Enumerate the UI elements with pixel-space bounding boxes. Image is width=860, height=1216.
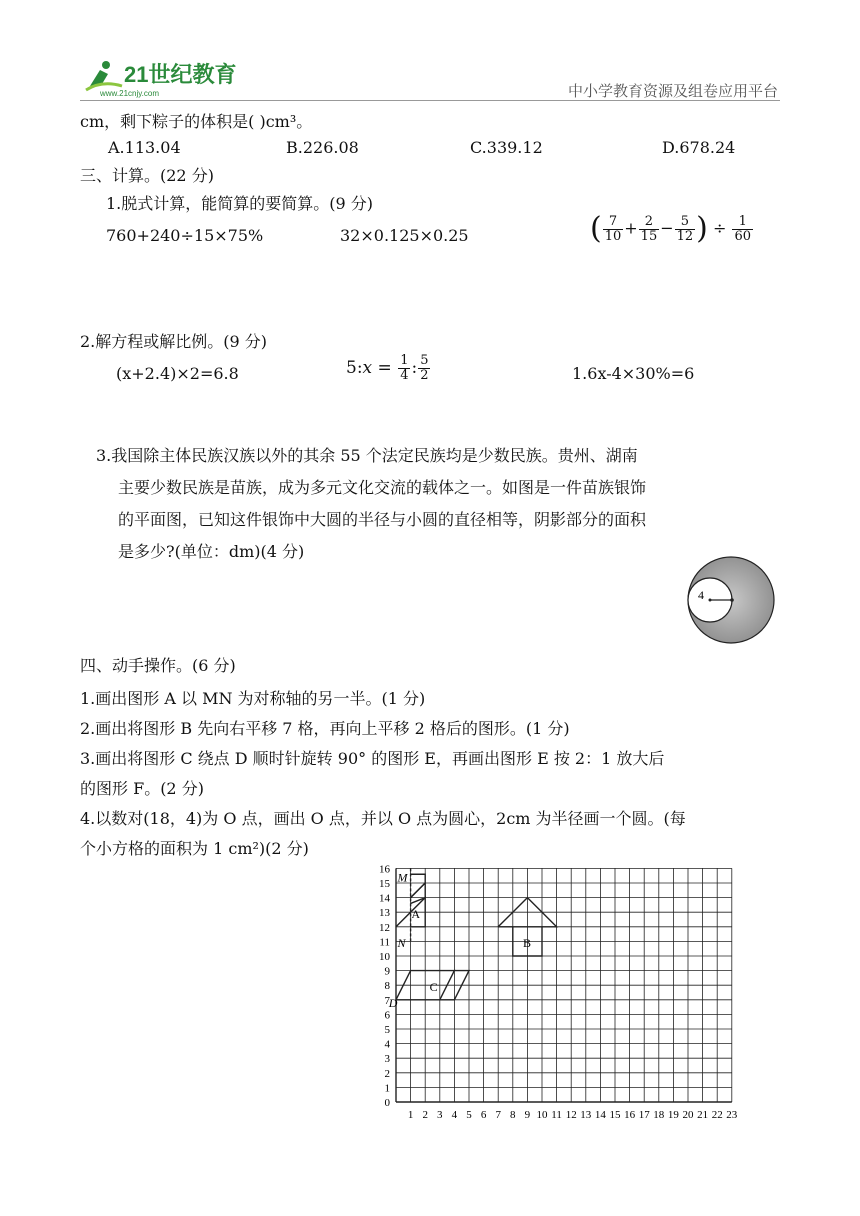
s4-item3: 3.画出将图形 C 绕点 D 顺时针旋转 90° 的图形 E，再画出图形 E 按 2：1 放大后 xyxy=(80,749,665,768)
x-tick-label: 22 xyxy=(711,1109,723,1121)
label-b: B xyxy=(523,936,532,951)
q1-expr2: 32×0.125×0.25 xyxy=(340,226,469,245)
continuation-text: cm，剩下粽子的体积是( )cm³。 xyxy=(80,112,313,131)
x-tick-label: 16 xyxy=(624,1109,636,1121)
option-a: A.113.04 xyxy=(108,138,181,157)
logo-url: www.21cnjy.com xyxy=(100,89,159,98)
y-tick-label: 4 xyxy=(384,1038,390,1051)
label-a: A xyxy=(411,907,421,922)
x-tick-label: 17 xyxy=(638,1109,650,1121)
x-tick-label: 5 xyxy=(466,1109,472,1121)
option-b: B.226.08 xyxy=(286,138,359,157)
y-tick-label: 0 xyxy=(384,1097,390,1109)
q2-eq3: 1.6x-4×30%=6 xyxy=(572,364,695,383)
x-tick-label: 23 xyxy=(726,1109,738,1121)
y-tick-label: 10 xyxy=(379,951,390,963)
x-tick-label: 20 xyxy=(682,1109,694,1121)
section3-title: 三、计算。(22 分) xyxy=(80,166,214,185)
x-tick-label: 8 xyxy=(510,1109,516,1121)
s4-item4b: 个小方格的面积为 1 cm²)(2 分) xyxy=(80,839,309,858)
y-tick-label: 3 xyxy=(384,1053,390,1066)
x-tick-label: 7 xyxy=(495,1109,501,1121)
q3-line1: 3.我国除主体民族汉族以外的其余 55 个法定民族均是少数民族。贵州、湖南 xyxy=(96,446,638,465)
q2-eq2: 5:𝑥 = $\frac{1}{4}$ : $\frac{5}{2}$ xyxy=(346,353,429,383)
y-tick-label: 1 xyxy=(384,1082,390,1095)
header-divider xyxy=(80,100,780,101)
silver-ornament-figure xyxy=(686,554,776,646)
label-d: D xyxy=(388,996,398,1011)
label-n: N xyxy=(397,936,406,951)
x-tick-label: 12 xyxy=(565,1109,577,1121)
q1-title: 1.脱式计算，能简算的要简算。(9 分) xyxy=(106,194,374,213)
x-tick-label: 19 xyxy=(667,1109,679,1121)
x-tick-label: 9 xyxy=(524,1109,531,1121)
header-logo xyxy=(82,56,262,102)
label-m: M xyxy=(397,870,408,885)
s4-item4: 4.以数对(18，4)为 O 点，画出 O 点，并以 O 点为圆心，2cm 为半径画一个圆。(每 xyxy=(80,809,686,828)
y-tick-label: 14 xyxy=(379,892,390,905)
x-tick-label: 15 xyxy=(609,1109,621,1121)
x-tick-label: 10 xyxy=(536,1109,548,1121)
x-tick-label: 6 xyxy=(480,1109,487,1121)
y-tick-label: 15 xyxy=(379,878,390,890)
x-tick-label: 18 xyxy=(653,1109,665,1121)
s4-item2: 2.画出将图形 B 先向右平移 7 格，再向上平移 2 格后的图形。(1 分) xyxy=(80,719,570,738)
y-tick-label: 6 xyxy=(384,1009,390,1022)
q3-line4: 是多少?(单位：dm)(4 分) xyxy=(118,542,305,561)
logo-text: 21世纪教育 xyxy=(124,62,237,87)
option-d: D.678.24 xyxy=(662,138,736,157)
x-tick-label: 1 xyxy=(407,1109,414,1121)
x-tick-label: 13 xyxy=(580,1109,592,1121)
y-tick-label: 9 xyxy=(384,965,390,978)
x-tick-label: 11 xyxy=(551,1109,562,1121)
q2-title: 2.解方程或解比例。(9 分) xyxy=(80,332,268,351)
y-tick-label: 5 xyxy=(384,1024,390,1036)
option-c: C.339.12 xyxy=(470,138,543,157)
x-tick-label: 21 xyxy=(697,1109,709,1121)
y-tick-label: 8 xyxy=(384,980,390,993)
q1-expr1: 760+240÷15×75% xyxy=(106,226,264,245)
y-tick-label: 12 xyxy=(379,921,390,934)
y-tick-label: 13 xyxy=(379,907,390,920)
s4-item1: 1.画出图形 A 以 MN 为对称轴的另一半。(1 分) xyxy=(80,689,426,708)
radius-label: 4 xyxy=(698,588,704,602)
platform-name: 中小学教育资源及组卷应用平台 xyxy=(567,82,778,100)
y-tick-label: 7 xyxy=(384,994,390,1007)
q3-text xyxy=(96,440,646,568)
x-tick-label: 4 xyxy=(451,1109,458,1121)
x-tick-label: 3 xyxy=(437,1109,443,1121)
section4-items xyxy=(80,684,686,864)
runner-logo-icon xyxy=(82,56,262,98)
section4-title: 四、动手操作。(6 分) xyxy=(80,656,236,675)
q3-line2: 主要少数民族是苗族，成为多元文化交流的载体之一。如图是一件苗族银饰 xyxy=(118,478,647,497)
label-c: C xyxy=(429,980,438,995)
s4-item3b: 的图形 F。(2 分) xyxy=(80,779,204,798)
x-tick-label: 14 xyxy=(594,1109,606,1121)
y-tick-label: 16 xyxy=(379,863,390,876)
q3-line3: 的平面图，已知这件银饰中大圆的半径与小圆的直径相等，阴影部分的面积 xyxy=(118,510,647,529)
x-tick-label: 2 xyxy=(422,1109,428,1121)
q1-expr3: ( $\frac{7}{10}$ + $\frac{2}{15}$ − $\frac{5}{12}$ ) ÷ $\frac{1}{60}$ xyxy=(590,211,752,246)
q2-eq1: (x+2.4)×2=6.8 xyxy=(116,364,239,383)
coordinate-grid xyxy=(366,852,786,1124)
y-tick-label: 11 xyxy=(379,936,390,949)
y-tick-label: 2 xyxy=(384,1067,390,1080)
